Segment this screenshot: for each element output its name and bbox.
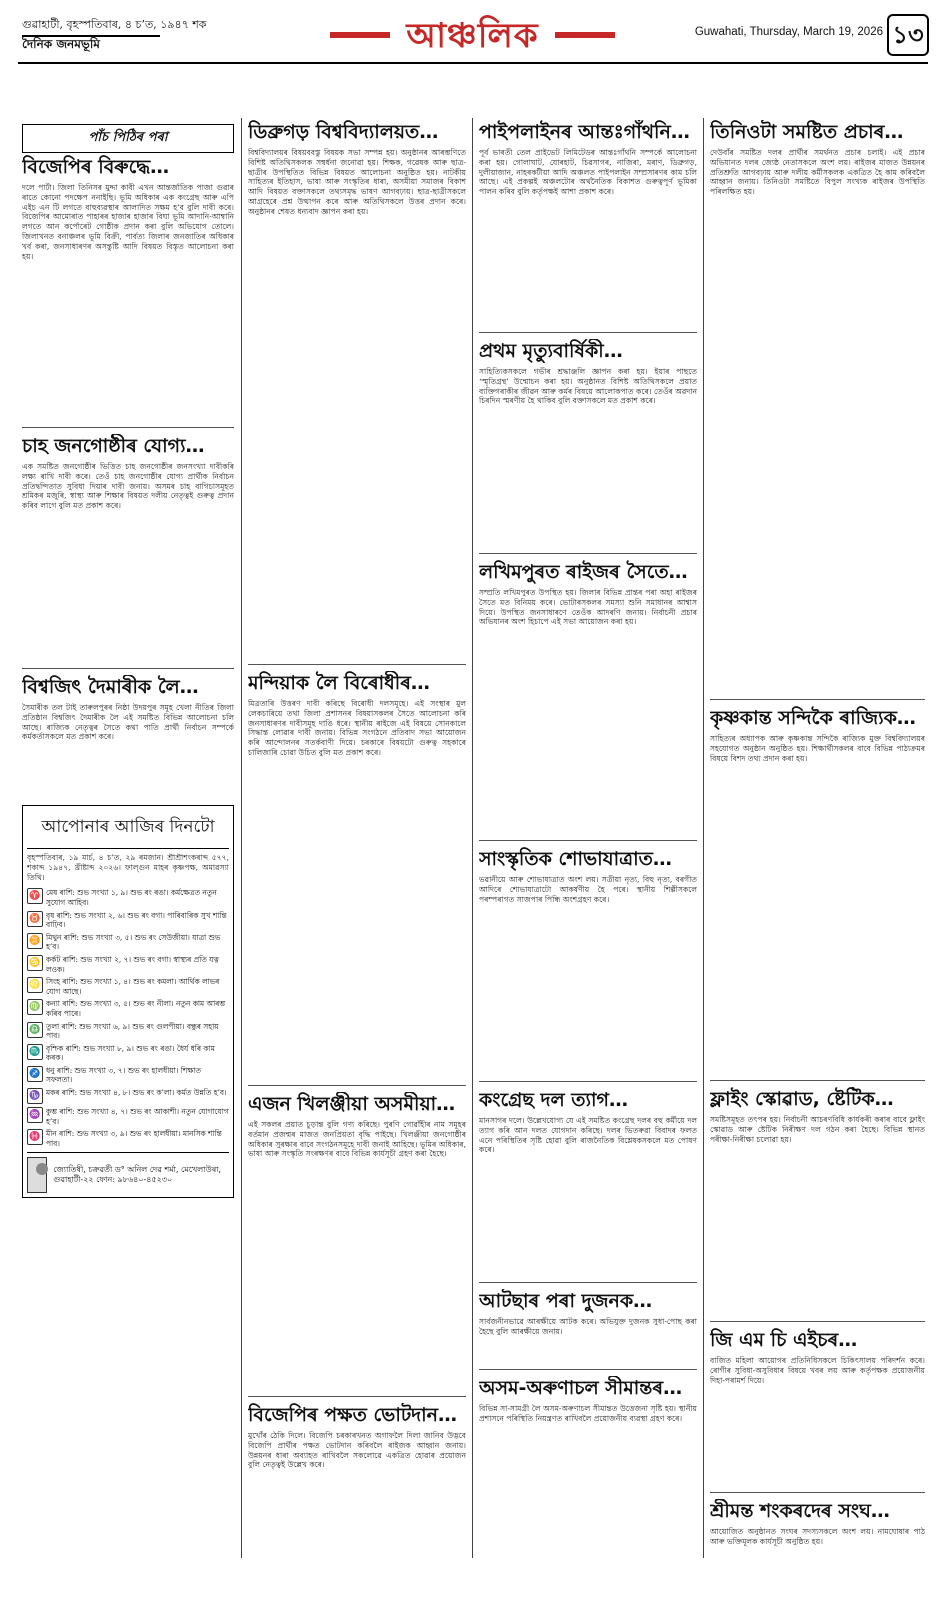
rashi-item xyxy=(27,1107,229,1126)
article-body: মুখোঁৰ ঠেকি দিলে। বিজেপি চৰকাৰখনত অগাফলৈ দিলা জানিব উদ্ভবে বিজেপি প্ৰাৰ্থীৰ পক্ষত ভোটদান কৰিবলৈ ৰাইজক আহ্বান জনায়। উন্নয়নৰ ধাৰা অব্যাহত ৰাখিবলৈ সকলোৱে একত্ৰিত হোৱাৰ প্ৰয়োজন বুলি নেতৃত্বই উল্লেখ কৰে। xyxy=(248,1431,466,1470)
article-body: দেউবাঁৰ সমষ্টিত দলৰ প্ৰাৰ্থীৰ সমৰ্থনত প্ৰচাৰ চলাই। এই প্ৰচাৰ অভিযানত দলৰ জ্যেষ্ঠ নেতাসকলে অংশ লয়। ৰাইজৰ মাজত উন্নয়নৰ প্ৰতিশ্ৰুতি আগবঢ়ায় আৰু দলীয় কৰ্মীসকলক একত্ৰিত হৈ কাম কৰিবলৈ আহ্বান জনায়। তিনিওটা সমষ্টিতে বিপুল সংখ্যক ৰাইজৰ উপস্থিতি পৰিলক্ষিত হয়। xyxy=(710,148,925,197)
rashi-item xyxy=(27,933,229,952)
headline[interactable]: বিশ্বজিৎ দৈমাৰীক লৈ… xyxy=(22,676,199,698)
column-4 xyxy=(710,118,925,1613)
column-divider xyxy=(241,118,242,1558)
divider xyxy=(710,1492,925,1493)
rashi-text: মীন ৰাশি: শুভ সংখ্যা ৩, ৯। শুভ ৰং হালধীয়া। মানসিক শান্তি পাব। xyxy=(46,1129,222,1148)
headline[interactable]: প্ৰথম মৃত্যুবাৰ্ষিকী… xyxy=(479,340,623,362)
rashi-item xyxy=(27,977,229,996)
rashi-text: মকৰ ৰাশি: শুভ সংখ্যা ৪, ৮। শুভ ৰং ক’লা। কৰ্মত উন্নতি হ’ব। xyxy=(46,1088,227,1098)
rashi-text: তুলা ৰাশি: শুভ সংখ্যা ৬, ৯। শুভ ৰং গুলপীয়া। বন্ধুৰ সহায় পাব। xyxy=(46,1021,219,1041)
rashi-text: কুম্ভ ৰাশি: শুভ সংখ্যা ৪, ৭। শুভ ৰং আকাশী। নতুন যোগাযোগ হ’ব। xyxy=(46,1107,229,1126)
divider xyxy=(479,1081,697,1082)
article-body: দলে পাৰ্টা। জিলা তিনিসৰ মুদ্দা কাবী এখন আন্তৰ্জাতিক পাজা গুৱাৰ ৰাতে কোনো পদক্ষেপ ননাইছি। ভূমি অধিকাৰ এক কংগ্ৰেছ আৰু এপি এইচ এন টি লগতে বাহুব্যৱস্থাৰ আলাদিত সক্ষম হ’ব বুলি দাবী কৰে। বিজেপিৰ আমোৰাত পাহাৰৰ হাজাৰ হাজাৰ বিঘা ভূমি আদানি-আম্বানি লগতে আন কৰ্পোৰেট গোষ্ঠীক প্ৰদান কৰা বুলি অভিযোগ তোলে। জিলাখনত বনাঞ্চলৰ ভূমি বিক্ৰী, পাৰ্বত্য জিলাৰ জনজাতিৰ অধিকাৰ খৰ্ব কৰা, জনসাধাৰণৰ অসন্তুষ্টি আদি বিষয়ত বিস্তৃত আলোচনা কৰা হয়। xyxy=(22,183,234,261)
astrologer-photo xyxy=(27,1157,47,1193)
article-body: সমষ্টিসমূহত তৎপৰ হয়। নিৰ্বাচনী আচৰণবিধি কাৰ্যকৰী কৰাৰ বাবে ফ্লাইং স্কোৱাড আৰু ষ্টেটিক নিৰীক্ষণ দল গঠন কৰা হৈছে। বিভিন্ন স্থানত পৰীক্ষা-নিৰীক্ষা চলোৱা হয়। xyxy=(710,1115,925,1144)
page-number: ১৩ xyxy=(887,14,929,56)
zodiac-icon: ♏ xyxy=(27,1044,43,1060)
headline[interactable]: জি এম চি এইচৰ… xyxy=(710,1329,858,1351)
divider xyxy=(479,840,697,841)
article-body: সম্প্ৰতি লখিমপুৰত উপস্থিত হয়। জিলাৰ বিভিন্ন প্ৰান্তৰ পৰা অহা ৰাইজৰ সৈতে মত বিনিময় কৰে। ভোটাৰসকলৰ সমস্যা শুনি সমাধানৰ আশ্বাস দিয়ে। উপস্থিত জনসাধাৰণে তেওঁক আদৰণি জনায়। নিৰ্বাচনী প্ৰচাৰ অভিযানৰ অংশ হিচাপে এই সভা আয়োজন কৰা হয়। xyxy=(479,588,697,627)
column-1 xyxy=(22,124,234,1198)
headline[interactable]: মন্দিয়াক লৈ বিৰোধীৰ… xyxy=(248,672,430,694)
horoscope-box xyxy=(22,805,234,1198)
headline[interactable]: চাহ জনগোষ্ঠীৰ যোগ্য… xyxy=(22,435,205,457)
rashi-item xyxy=(27,999,229,1018)
page-header xyxy=(0,0,945,70)
zodiac-icon: ♉ xyxy=(27,911,43,927)
rashi-item xyxy=(27,1088,229,1104)
continued-tab: পাঁচ পিঠিৰ পৰা xyxy=(22,124,234,153)
headline[interactable]: পাইপলাইনৰ আন্তঃগাঁথনি… xyxy=(479,121,690,143)
column-3 xyxy=(479,118,697,1500)
rashi-text: ধনু ৰাশি: শুভ সংখ্যা ৩, ৭। শুভ ৰং হালধীয়া। শিক্ষাত সফলতা। xyxy=(46,1065,201,1085)
article-body: এক সমষ্টিত জনগোষ্ঠীৰ ভিত্তিত চাহ জনগোষ্ঠীৰ জনসংখ্যা দাবীকৰি লক্ষ্য ৰাখি দাবী কৰে। তেওঁ চাহ জনগোষ্ঠীৰ যোগ্য প্ৰাৰ্থীক নিৰ্বাচন প্ৰতিদ্বন্দিতাত সুবিধা দিয়াৰ দাবী জনায়। অসমৰ চাহ বাগিচাসমূহত শ্ৰমিকৰ মজুৰি, স্বাস্থ্য আৰু শিক্ষাৰ বিষয়ত দলীয় নেতৃত্বই গুৰুত্ব প্ৰদান কৰিব লাগে বুলি মত প্ৰকাশ কৰে। xyxy=(22,462,234,511)
rashi-list xyxy=(27,888,229,1148)
headline[interactable]: লখিমপুৰত ৰাইজৰ সৈতে… xyxy=(479,561,688,583)
divider xyxy=(479,1282,697,1283)
divider xyxy=(248,1085,466,1086)
article-body: ভৱানীয়ে আৰু শোভাযাত্ৰাত অংশ লয়। সত্ৰীয়া নৃত্য, বিহু নৃত্য, বৰগীত আদিৰে শোভাযাত্ৰাটো আকৰ্ষণীয় হৈ পৰে। স্থানীয় শিল্পীসকলে পৰম্পৰাগত সাজপাৰ পিন্ধি অংশগ্ৰহণ কৰে। xyxy=(479,875,697,904)
article-body: মানসাগৰ দলে। উল্লেখযোগ্য যে এই সমষ্টিত কংগ্ৰেছ দলৰ বহু কৰ্মীয়ে দল ত্যাগ কৰি আন দলত যোগদান কৰিছে। দলৰ ভিতৰুৱা বিবাদৰ ফলত এনে পৰিস্থিতিৰ সৃষ্টি হোৱা বুলি ৰাজনৈতিক বিশ্লেষকসকলে মত পোষণ কৰে। xyxy=(479,1116,697,1155)
paper-name: দৈনিক জনমভূমি xyxy=(22,35,160,51)
zodiac-icon: ♑ xyxy=(27,1088,43,1104)
column-divider xyxy=(703,118,704,1558)
zodiac-icon: ♐ xyxy=(27,1066,43,1082)
headline[interactable]: সাংস্কৃতিক শোভাযাত্ৰাত… xyxy=(479,848,672,870)
section-bar-right xyxy=(555,32,615,38)
horoscope-intro: বৃহস্পতিবাৰ, ১৯ মাৰ্চ, ৪ চ’ত, ২৯ ৰমজান। শ্ৰীশ্ৰীশংকৰাব্দ ৫৭৭, শকাব্দ ১৯৪৭, খ্ৰীষ্টাব্দ ২০২৬। ফাল্গুন মাহৰ কৃষ্ণপক্ষ, অমাৱস্যা তিথি। xyxy=(27,853,229,882)
divider xyxy=(710,699,925,700)
astrologer-text: জ্যোতিষী, চক্ৰৱৰ্তী ড° অনিল দেৱ শৰ্মা, মেখেলাউৰা, গুৱাহাটী-২২ ফোন: ৯৮৬৪০-৪৫২৩০ xyxy=(53,1165,222,1185)
rashi-text: মেষ ৰাশি: শুভ সংখ্যা ১, ৯। শুভ ৰং ৰঙা। কৰ্মক্ষেত্ৰত নতুন সুযোগ আহিব। xyxy=(46,888,217,907)
divider xyxy=(248,664,466,665)
headline[interactable]: শ্ৰীমন্ত শংকৰদেৰ সংঘ… xyxy=(710,1500,890,1522)
rashi-item xyxy=(27,1066,229,1085)
divider xyxy=(710,1321,925,1322)
horoscope-title: আপোনাৰ আজিৰ দিনটো xyxy=(27,810,229,849)
rashi-text: বৃশ্চিক ৰাশি: শুভ সংখ্যা ৮, ৯। শুভ ৰং ৰঙা। ধৈৰ্য ধৰি কাম কৰক। xyxy=(46,1043,215,1063)
rashi-item xyxy=(27,1129,229,1148)
article-body: মিত্ৰতাৰি উত্তৰণ দাবী কৰিছে বিৰোধী দলসমূহে। এই সংস্থাৰ মুল লেকচাৰিয়ে তথা জিলা প্ৰশাসনৰ বিষয়াসকলৰ সৈতে আলোচনা কৰি জনসাধাৰণৰ দাবীসমূহ দাঙি ধৰে। স্থানীয় ৰাইজে এই বিষয়ে সোনকালে সিদ্ধান্ত লোৱাৰ দাবী জনায়। বিভিন্ন সংগঠনে প্ৰতিবাদ সভা আয়োজন কৰি আন্দোলনৰ সতৰ্কবাণী দিয়ে। চৰকাৰে বিষয়টো গুৰুত্ব সহকাৰে চালিজাৰি চোৱা উচিত বুলি মত প্ৰকাশ কৰে। xyxy=(248,699,466,757)
article-body: এই সকলৰ প্ৰয়াত চুড়ান্ত বুলি গণ্য কৰিছে। পুৰণি গোৱাঁহীৰ নাম সমূহৰ বৰ্তমান প্ৰজন্মৰ মাজত জনপ্ৰিয়তা বৃদ্ধি পাইছে। খিলঞ্জীয়া জনগোষ্ঠীৰ অধিকাৰ সুৰক্ষাৰ বাবে সংগঠনসমূহে দাবী জনাই আহিছে। ভূমিৰ অধিকাৰ, ভাষা আৰু সংস্কৃতি সংৰক্ষণৰ বাবে বিভিন্ন কাৰ্যসূচী গ্ৰহণ কৰা হৈছে। xyxy=(248,1120,466,1159)
article-body: সাহিত্যৰ অধ্যাপক আৰু কৃষ্ণকান্ত সন্দিকৈ ৰাজ্যিক মুক্ত বিশ্ববিদ্যালয়ৰ সহযোগত অনুষ্ঠান অনুষ্ঠিত হয়। শিক্ষাৰ্থীসকলৰ বাবে বিভিন্ন পাঠ্যক্ৰমৰ বিষয়ে বিশদ তথ্য প্ৰদান কৰা হয়। xyxy=(710,734,925,763)
astrologer xyxy=(27,1152,229,1193)
zodiac-icon: ♍ xyxy=(27,999,43,1015)
header-date-line: গুৱাহাটী, বৃহস্পতিবাৰ, ৪ চ’ত, ১৯৪৭ শক xyxy=(22,18,207,31)
rashi-item xyxy=(27,1044,229,1063)
zodiac-icon: ♎ xyxy=(27,1022,43,1038)
headline[interactable]: এজন খিলঞ্জীয়া অসমীয়া… xyxy=(248,1093,456,1115)
rashi-text: বৃষ ৰাশি: শুভ সংখ্যা ২, ৬। শুভ ৰং বগা। পাৰিবাৰিক সুখ শান্তি বাঢ়িব। xyxy=(46,910,227,930)
section-bar-left xyxy=(330,32,390,38)
zodiac-icon: ♓ xyxy=(27,1129,43,1145)
rashi-text: মিথুন ৰাশি: শুভ সংখ্যা ৩, ৫। শুভ ৰং সেউজীয়া। যাত্ৰা শুভ হ’ব। xyxy=(46,932,221,952)
article-body: বিভিন্ন সা-সামগ্ৰী লৈ অসম-অৰুণাচল সীমান্তত উত্তেজনা সৃষ্টি হয়। স্থানীয় প্ৰশাসনে পৰিস্থিতি নিয়ন্ত্ৰণত ৰাখিবলৈ প্ৰয়োজনীয় ব্যৱস্থা গ্ৰহণ কৰে। xyxy=(479,1404,697,1423)
headline[interactable]: ডিব্ৰুগড় বিশ্ববিদ্যালয়ত… xyxy=(248,121,439,143)
rashi-text: কন্যা ৰাশি: শুভ সংখ্যা ৩, ৫। শুভ ৰং নীলা। নতুন কাম আৰম্ভ কৰিব পাৰে। xyxy=(46,999,226,1018)
article-body: সৈমাৰীক তল টাই তাৰুলপুৰৰ নিষ্ঠা উদয়পুৰ সমূহ খেলা নীতিৰ জিলা প্ৰতিষ্ঠান বিশ্বজিৎ দৈমাৰীক লৈ এই সমষ্টিত বিভিন্ন আলোচনা চলি আছে। ৰাজ্যিক নেতৃত্বৰ সৈতে কথা পাতি প্ৰাৰ্থী নিৰ্বাচন সম্পৰ্কে কৰ্মকৰ্তাসকলে মত প্ৰকাশ কৰে। xyxy=(22,703,234,742)
zodiac-icon: ♈ xyxy=(27,888,43,904)
headline[interactable]: বিজেপিৰ বিৰুদ্ধে… xyxy=(22,156,170,178)
rashi-item xyxy=(27,955,229,974)
headline[interactable]: কৃষ্ণকান্ত সন্দিকৈ ৰাজ্যিক… xyxy=(710,707,916,729)
headline[interactable]: বিজেপিৰ পক্ষত ভোটদান… xyxy=(248,1404,458,1426)
section-title-text: আঞ্চলিক xyxy=(406,16,539,56)
divider xyxy=(479,553,697,554)
divider xyxy=(22,427,234,428)
headline[interactable]: ফ্লাইং স্কোৱাড, ষ্টেটিক… xyxy=(710,1088,894,1110)
rashi-item xyxy=(27,1022,229,1041)
column-divider xyxy=(472,118,473,1558)
header-left xyxy=(22,18,206,52)
divider xyxy=(479,1369,697,1370)
article-body: আয়োজিত অনুষ্ঠানত সংঘৰ সদস্যসকলে অংশ লয়। নামঘোষাৰ পাঠ আৰু ভক্তিমূলক কাৰ্যসূচী অনুষ্ঠিত হয়। xyxy=(710,1527,925,1546)
column-2 xyxy=(248,118,466,1607)
zodiac-icon: ♒ xyxy=(27,1107,43,1123)
divider xyxy=(22,668,234,669)
divider xyxy=(479,332,697,333)
zodiac-icon: ♌ xyxy=(27,977,43,993)
headline[interactable]: তিনিওটা সমষ্টিত প্ৰচাৰ… xyxy=(710,121,904,143)
headline[interactable]: কংগ্ৰেছ দল ত্যাগ… xyxy=(479,1089,628,1111)
zodiac-icon: ♊ xyxy=(27,933,43,949)
divider xyxy=(710,1080,925,1081)
zodiac-icon: ♋ xyxy=(27,955,43,971)
article-body: সাৰ্বজনীনভাৱে আৰক্ষীয়ে আটক কৰে। অভিযুক্ত দুজনক সুধা-পোছ কৰা হৈছে বুলি আৰক্ষীয়ে জনায়। xyxy=(479,1317,697,1336)
rashi-text: কৰ্কট ৰাশি: শুভ সংখ্যা ২, ৭। শুভ ৰং বগা। স্বাস্থ্যৰ প্ৰতি যত্ন লওক। xyxy=(46,954,219,974)
rashi-item xyxy=(27,888,229,907)
article-body: পূৰ্ব ভাৰতী তেল প্ৰাইভেট লিমিটেডৰ আন্তঃগাঁথনি সম্পৰ্কে আলোচনা কৰা হয়। গোলাঘাট, যোৰহাট, চিৱসাগৰ, নাজিৰা, মৰাণ, ডিব্ৰুগড়, দুলীয়াজান, নাহৰকটীয়া আদি অঞ্চলত পাইপলাইন সম্প্ৰসাৰণৰ কাম চলি আছে। এই প্ৰকল্পই অঞ্চলটোৰ অৰ্থনৈতিক বিকাশত গুৰুত্বপূৰ্ণ ভূমিকা পালন কৰিব বুলি কৰ্তৃপক্ষই আশা প্ৰকাশ কৰে। xyxy=(479,148,697,197)
headline[interactable]: আটছাৰ পৰা দুজনক… xyxy=(479,1290,653,1312)
header-rule xyxy=(18,62,928,64)
divider xyxy=(248,1396,466,1397)
article-body: সাহিত্যিকসকলে গভীৰ শ্ৰদ্ধাঞ্জলি জ্ঞাপন কৰা হয়। ইয়াৰ পাছতে ‘স্মৃতিগ্ৰন্থ’ উন্মোচন কৰা হয়। অনুষ্ঠানত বিশিষ্ট অতিথিসকলে প্ৰয়াত ব্যক্তিগৰাকীৰ জীৱন আৰু কৰ্মৰ বিষয়ে আলোকপাত কৰে। তেওঁৰ অৱদান চিৰদিন স্মৰণীয় হৈ থাকিব বুলি বক্তাসকলে মত প্ৰকাশ কৰে। xyxy=(479,367,697,406)
article-body: বিশ্ববিদ্যালয়ৰ বিষয়ববস্তু বিষয়ক সভা সম্পন্ন হয়। অনুষ্ঠানৰ আৰম্ভণিতে বিশিষ্ট অতিথিসকলক সম্বৰ্ধনা জনোৱা হয়। শিক্ষক, গৱেষক আৰু ছাত্ৰ-ছাত্ৰীৰ উপস্থিতিত বিভিন্ন বিষয়ত আলোচনা অনুষ্ঠিত হয়। নাটকীয় সাহিত্যৰ ইতিহাস, ভাষা আৰু সংস্কৃতিৰ ধাৰা, অসমীয়া সমাজৰ বিকাশ আদি বিষয়ত বক্তাসকলে তথ্যসমৃদ্ধ ভাষণ আগবঢ়ায়। ছাত্ৰ-ছাত্ৰীসকলে আগ্ৰহেৰে প্ৰশ্ন উত্থাপন কৰে আৰু অতিথিসকলে উত্তৰ প্ৰদান কৰে। অনুষ্ঠানৰ শেষত ধন্যবাদ জ্ঞাপন কৰা হয়। xyxy=(248,148,466,216)
section-title xyxy=(330,10,615,54)
rashi-text: সিংহ ৰাশি: শুভ সংখ্যা ১, ৪। শুভ ৰং কমলা। আৰ্থিক লাভৰ যোগ আছে। xyxy=(46,977,220,996)
article-body: বাজিত মহিলা আয়োগৰ প্ৰতিনিধিসকলে চিকিৎসালয় পৰিদৰ্শন কৰে। ৰোগীৰ সুবিধা-অসুবিধাৰ বিষয়ে খবৰ লয় আৰু কৰ্তৃপক্ষক প্ৰয়োজনীয় দিহা-পৰামৰ্শ দিয়ে। xyxy=(710,1356,925,1385)
headline[interactable]: অসম-অৰুণাচল সীমান্তৰ… xyxy=(479,1377,683,1399)
header-date-en: Guwahati, Thursday, March 19, 2026 xyxy=(694,26,883,38)
rashi-item xyxy=(27,911,229,930)
